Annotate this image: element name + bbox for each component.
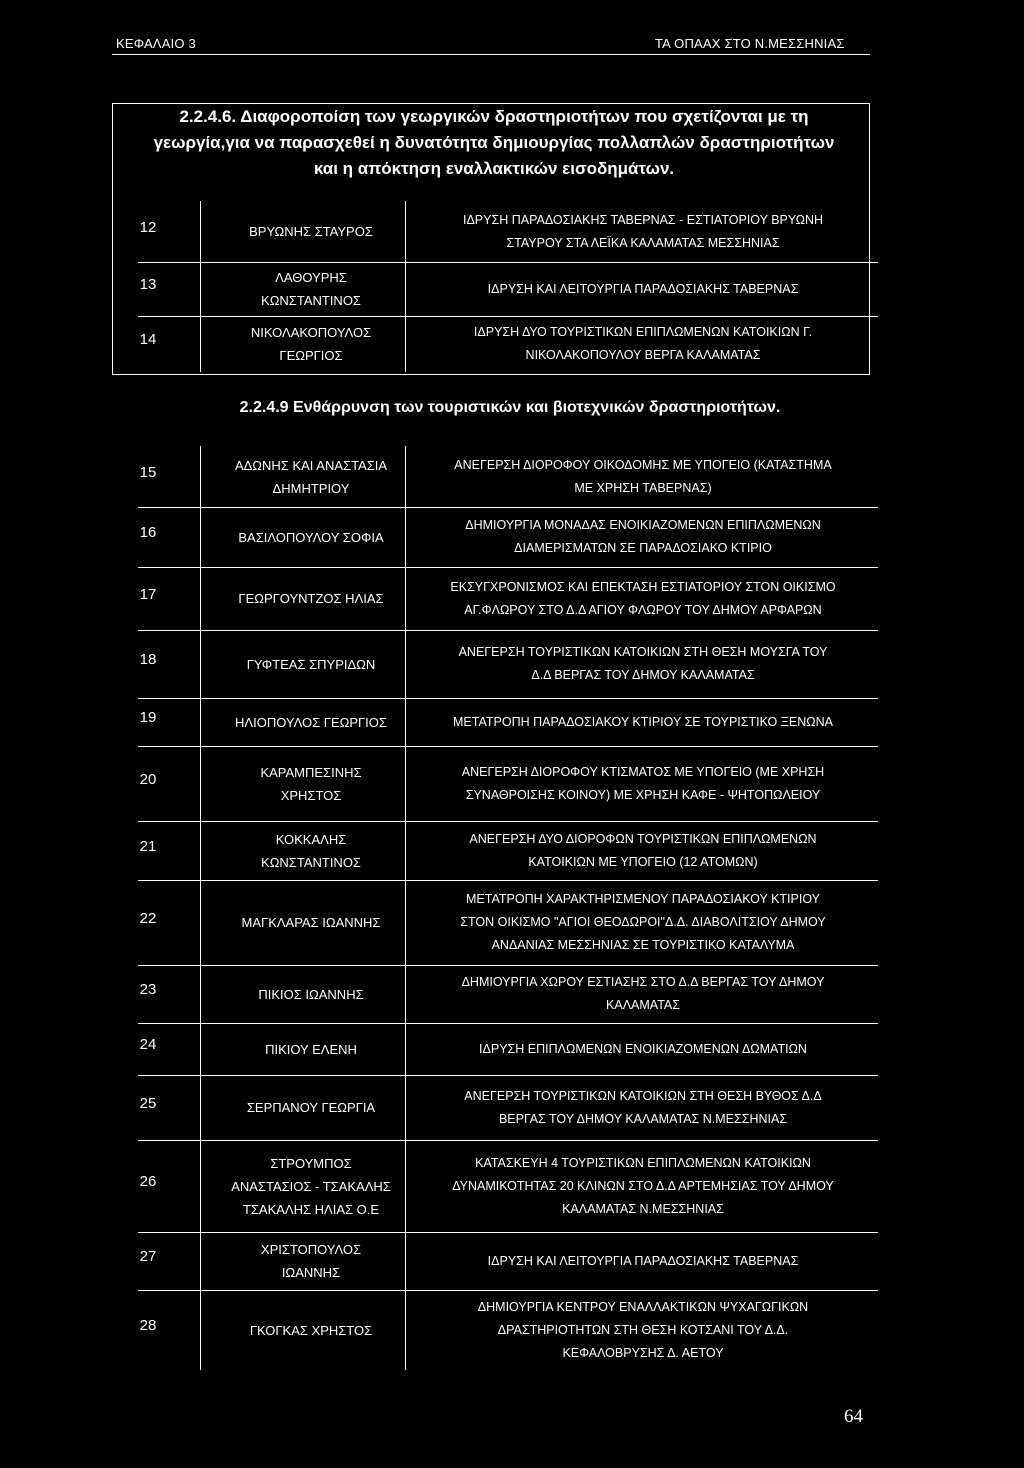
column-divider bbox=[405, 880, 406, 965]
column-divider bbox=[200, 567, 201, 630]
beneficiary-name bbox=[218, 1238, 404, 1284]
row-number: 19 bbox=[139, 709, 157, 726]
beneficiary-name-line: ΝΙΚΟΛΑΚΟΠΟΥΛΟΣ bbox=[250, 325, 372, 340]
project-description-line: ΔΗΜΙΟΥΡΓΙΑ ΜΟΝΑΔΑΣ ΕΝΟΙΚΙΑΖΟΜΕΝΩΝ ΕΠΙΠΛΩΜΕΝΩΝ bbox=[465, 518, 821, 532]
project-description bbox=[410, 576, 876, 622]
beneficiary-name-line: ΑΝΑΣΤΑΣΙΟΣ - ΤΣΑΚΑΛΗΣ bbox=[231, 1178, 391, 1194]
column-divider bbox=[405, 316, 406, 372]
project-description-line: ΚΕΦΑΛΟΒΡΥΣΗΣ Δ. ΑΕΤΟΥ bbox=[562, 1345, 724, 1360]
project-description bbox=[410, 278, 876, 301]
project-description-line: ΚΑΤΟΙΚΙΩΝ ΜΕ ΥΠΟΓΕΙΟ (12 ΑΤΟΜΩΝ) bbox=[528, 854, 758, 869]
project-description-line: ΣΤΟΝ ΟΙΚΙΣΜΟ "ΑΓΙΟΙ ΘΕΟΔΩΡΟΙ"Δ.Δ. ΔΙΑΒΟΛΙΤΣΙΟΥ ΔΗΜΟΥ bbox=[460, 915, 826, 929]
section-title-line: γεωργία,για να παρασχεθεί η δυνατότητα δημιουργίας πολλαπλών δραστηριοτήτων bbox=[153, 133, 835, 152]
column-divider bbox=[200, 507, 201, 567]
beneficiary-name-line: ΛΑΘΟΥΡΗΣ bbox=[275, 270, 347, 285]
column-divider bbox=[200, 201, 201, 262]
row-divider bbox=[138, 262, 878, 263]
row-divider bbox=[138, 567, 878, 568]
beneficiary-name-line: ΧΡΙΣΤΟΠΟΥΛΟΣ bbox=[260, 1242, 362, 1257]
row-number: 21 bbox=[139, 837, 157, 855]
beneficiary-name-line: ΣΤΡΟΥΜΠΟΣ bbox=[270, 1155, 352, 1171]
beneficiary-name bbox=[218, 711, 404, 734]
project-description bbox=[410, 828, 876, 874]
beneficiary-name-line: ΚΑΡΑΜΠΕΣΙΝΗΣ bbox=[260, 764, 362, 780]
column-divider bbox=[405, 746, 406, 821]
beneficiary-name bbox=[218, 653, 404, 676]
row-number: 12 bbox=[139, 218, 157, 236]
column-divider bbox=[405, 446, 406, 507]
row-divider bbox=[138, 630, 878, 631]
row-divider bbox=[138, 965, 878, 966]
beneficiary-name-line: ΗΛΙΟΠΟΥΛΟΣ ΓΕΩΡΓΙΟΣ bbox=[235, 714, 387, 730]
beneficiary-name bbox=[218, 1096, 404, 1119]
column-divider bbox=[405, 1232, 406, 1290]
beneficiary-name bbox=[218, 761, 404, 807]
project-description-line: ΔΙΑΜΕΡΙΣΜΑΤΩΝ ΣΕ ΠΑΡΑΔΟΣΙΑΚΟ ΚΤΙΡΙΟ bbox=[514, 541, 772, 555]
project-description bbox=[410, 1152, 876, 1221]
beneficiary-name-line: ΠΙΚΙΟΥ ΕΛΕΝΗ bbox=[265, 1041, 357, 1057]
project-description-line: ΙΔΡΥΣΗ ΠΑΡΑΔΟΣΙΑΚΗΣ ΤΑΒΕΡΝΑΣ - ΕΣΤΙΑΤΟΡΙΟΥ ΒΡΥΩΝΗ bbox=[462, 212, 824, 227]
column-divider bbox=[200, 1023, 201, 1075]
column-divider bbox=[405, 1075, 406, 1140]
column-divider bbox=[200, 880, 201, 965]
beneficiary-name bbox=[218, 526, 404, 549]
beneficiary-name bbox=[218, 828, 404, 874]
row-divider bbox=[138, 316, 878, 317]
row-number: 26 bbox=[139, 1173, 157, 1190]
project-description bbox=[410, 971, 876, 1017]
row-number: 22 bbox=[139, 909, 157, 927]
beneficiary-name-line: ΙΩΑΝΝΗΣ bbox=[281, 1265, 341, 1280]
row-number: 18 bbox=[139, 651, 157, 668]
project-description-line: Δ.Δ ΒΕΡΓΑΣ ΤΟΥ ΔΗΜΟΥ ΚΑΛΑΜΑΤΑΣ bbox=[531, 668, 755, 682]
section-title-line: και η απόκτηση εναλλακτικών εισοδημάτων. bbox=[313, 159, 675, 178]
column-divider bbox=[200, 262, 201, 316]
row-number: 25 bbox=[139, 1094, 157, 1112]
beneficiary-name-line: ΒΡΥΩΝΗΣ ΣΤΑΥΡΟΣ bbox=[249, 224, 373, 239]
project-description-line: ΔΡΑΣΤΗΡΙΟΤΗΤΩΝ ΣΤΗ ΘΕΣΗ ΚΟΤΣΑΝΙ ΤΟΥ Δ.Δ. bbox=[497, 1322, 789, 1337]
header-rule bbox=[112, 54, 870, 55]
project-description-line: ΚΑΤΑΣΚΕΥΗ 4 ΤΟΥΡΙΣΤΙΚΩΝ ΕΠΙΠΛΩΜΕΝΩΝ ΚΑΤΟΙΚΙΩΝ bbox=[475, 1155, 811, 1170]
beneficiary-name bbox=[218, 220, 404, 243]
row-divider bbox=[138, 1290, 878, 1291]
chapter-header: ΚΕΦΑΛΑΙΟ 3 bbox=[116, 36, 196, 51]
page-number: 64 bbox=[844, 1406, 863, 1427]
row-number: 20 bbox=[139, 770, 157, 788]
section-title-2-2-4-6 bbox=[118, 104, 870, 182]
project-description bbox=[410, 321, 876, 367]
column-divider bbox=[200, 630, 201, 698]
row-number: 23 bbox=[139, 981, 157, 998]
column-divider bbox=[405, 201, 406, 262]
section-title-line: 2.2.4.6. Διαφοροποίση των γεωργικών δραστηριοτήτων που σχετίζονται με τη bbox=[179, 107, 809, 126]
row-number: 17 bbox=[139, 585, 157, 603]
project-description bbox=[410, 1250, 876, 1273]
beneficiary-name-line: ΠΙΚΙΟΣ ΙΩΑΝΝΗΣ bbox=[258, 986, 364, 1002]
beneficiary-name bbox=[218, 266, 404, 312]
beneficiary-name-line: ΜΑΓΚΛΑΡΑΣ ΙΩΑΝΝΗΣ bbox=[241, 915, 381, 930]
column-divider bbox=[200, 698, 201, 746]
row-number: 13 bbox=[139, 276, 157, 293]
column-divider bbox=[405, 821, 406, 880]
column-divider bbox=[200, 1232, 201, 1290]
row-divider bbox=[138, 507, 878, 508]
beneficiary-name bbox=[218, 454, 404, 500]
column-divider bbox=[200, 316, 201, 372]
beneficiary-name-line: ΤΣΑΚΑΛΗΣ ΗΛΙΑΣ Ο.Ε bbox=[242, 1201, 380, 1217]
column-divider bbox=[405, 567, 406, 630]
row-divider bbox=[138, 1232, 878, 1233]
beneficiary-name bbox=[218, 983, 404, 1006]
project-description bbox=[410, 641, 876, 687]
beneficiary-name-line: ΓΕΩΡΓΙΟΣ bbox=[279, 348, 343, 363]
column-divider bbox=[200, 1290, 201, 1370]
beneficiary-name-line: ΓΥΦΤΕΑΣ ΣΠΥΡΙΔΩΝ bbox=[246, 656, 376, 672]
beneficiary-name-line: ΚΩΝΣΤΑΝΤΙΝΟΣ bbox=[261, 854, 361, 870]
project-description-line: ΣΤΑΥΡΟΥ ΣΤΑ ΛΕΪΚΑ ΚΑΛΑΜΑΤΑΣ ΜΕΣΣΗΝΙΑΣ bbox=[506, 235, 780, 250]
project-description-line: ΣΥΝΑΘΡΟΙΣΗΣ ΚΟΙΝΟΥ) ΜΕ ΧΡΗΣΗ ΚΑΦΕ - ΨΗΤΟΠΩΛΕΙΟΥ bbox=[465, 787, 821, 802]
project-description bbox=[410, 1296, 876, 1365]
row-divider bbox=[138, 1140, 878, 1141]
row-divider bbox=[138, 1075, 878, 1076]
row-number: 16 bbox=[139, 524, 157, 541]
project-description-line: ΑΝΕΓΕΡΣΗ ΤΟΥΡΙΣΤΙΚΩΝ ΚΑΤΟΙΚΙΩΝ ΣΤΗ ΘΕΣΗ ΒΥΘΟΣ Δ.Δ bbox=[464, 1088, 822, 1103]
project-description-line: ΕΚΣΥΓΧΡΟΝΙΣΜΟΣ ΚΑΙ ΕΠΕΚΤΑΣΗ ΕΣΤΙΑΤΟΡΙΟΥ ΣΤΟΝ ΟΙΚΙΣΜΟ bbox=[450, 579, 836, 594]
project-description-line: ΙΔΡΥΣΗ ΚΑΙ ΛΕΙΤΟΥΡΓΙΑ ΠΑΡΑΔΟΣΙΑΚΗΣ ΤΑΒΕΡΝΑΣ bbox=[487, 1253, 799, 1268]
row-number: 14 bbox=[139, 331, 157, 348]
project-description bbox=[410, 1038, 876, 1061]
project-description bbox=[410, 1085, 876, 1131]
project-description bbox=[410, 888, 876, 957]
project-description bbox=[410, 761, 876, 807]
beneficiary-name-line: ΒΑΣΙΛΟΠΟΥΛΟΥ ΣΟΦΙΑ bbox=[238, 529, 384, 545]
beneficiary-name-line: ΔΗΜΗΤΡΙΟΥ bbox=[272, 480, 350, 496]
beneficiary-name-line: ΚΩΝΣΤΑΝΤΙΝΟΣ bbox=[261, 293, 361, 308]
project-description-line: ΜΕ ΧΡΗΣΗ ΤΑΒΕΡΝΑΣ) bbox=[574, 480, 712, 495]
project-description-line: ΙΔΡΥΣΗ ΚΑΙ ΛΕΙΤΟΥΡΓΙΑ ΠΑΡΑΔΟΣΙΑΚΗΣ ΤΑΒΕΡΝΑΣ bbox=[487, 281, 799, 296]
project-description-line: ΑΝΕΓΕΡΣΗ ΔΥΟ ΔΙΟΡΟΦΩΝ ΤΟΥΡΙΣΤΙΚΩΝ ΕΠΙΠΛΩΜΕΝΩΝ bbox=[469, 831, 817, 846]
beneficiary-name bbox=[218, 321, 404, 367]
project-description-line: ΙΔΡΥΣΗ ΔΥΟ ΤΟΥΡΙΣΤΙΚΩΝ ΕΠΙΠΛΩΜΕΝΩΝ ΚΑΤΟΙΚΙΩΝ Γ. bbox=[473, 325, 813, 339]
column-divider bbox=[405, 1140, 406, 1232]
row-divider bbox=[138, 821, 878, 822]
column-divider bbox=[200, 1140, 201, 1232]
project-description-line: ΑΝΕΓΕΡΣΗ ΤΟΥΡΙΣΤΙΚΩΝ ΚΑΤΟΙΚΙΩΝ ΣΤΗ ΘΕΣΗ ΜΟΥΣΓΑ ΤΟΥ bbox=[458, 645, 828, 659]
project-description-line: ΜΕΤΑΤΡΟΠΗ ΧΑΡΑΚΤΗΡΙΣΜΕΝΟΥ ΠΑΡΑΔΟΣΙΑΚΟΥ ΚΤΙΡΙΟΥ bbox=[466, 892, 820, 906]
beneficiary-name-line: ΣΕΡΠΑΝΟΥ ΓΕΩΡΓΙΑ bbox=[246, 1100, 376, 1115]
column-divider bbox=[405, 1290, 406, 1370]
column-divider bbox=[405, 507, 406, 567]
project-description-line: ΙΔΡΥΣΗ ΕΠΙΠΛΩΜΕΝΩΝ ΕΝΟΙΚΙΑΖΟΜΕΝΩΝ ΔΩΜΑΤΙΩΝ bbox=[479, 1041, 807, 1056]
row-divider bbox=[138, 746, 878, 747]
row-number: 24 bbox=[139, 1036, 157, 1053]
beneficiary-name-line: ΚΟΚΚΑΛΗΣ bbox=[275, 831, 347, 847]
project-description bbox=[410, 514, 876, 560]
row-divider bbox=[138, 1023, 878, 1024]
beneficiary-name bbox=[218, 1038, 404, 1061]
project-description-line: ΚΑΛΑΜΑΤΑΣ Ν.ΜΕΣΣΗΝΙΑΣ bbox=[562, 1201, 724, 1216]
row-number: 15 bbox=[139, 463, 157, 481]
beneficiary-name-line: ΓΕΩΡΓΟΥΝΤΖΟΣ ΗΛΙΑΣ bbox=[238, 591, 384, 606]
column-divider bbox=[405, 262, 406, 316]
beneficiary-name-line: ΧΡΗΣΤΟΣ bbox=[280, 787, 342, 803]
project-description-line: ΝΙΚΟΛΑΚΟΠΟΥΛΟΥ ΒΕΡΓΑ ΚΑΛΑΜΑΤΑΣ bbox=[525, 348, 761, 362]
beneficiary-name bbox=[218, 1152, 404, 1221]
column-divider bbox=[405, 965, 406, 1023]
project-description-line: ΑΝΔΑΝΙΑΣ ΜΕΣΣΗΝΙΑΣ ΣΕ ΤΟΥΡΙΣΤΙΚΟ ΚΑΤΑΛΥΜΑ bbox=[491, 938, 795, 952]
project-description-line: ΔΗΜΙΟΥΡΓΙΑ ΚΕΝΤΡΟΥ ΕΝΑΛΛΑΚΤΙΚΩΝ ΨΥΧΑΓΩΓΙΚΩΝ bbox=[477, 1299, 809, 1314]
project-description bbox=[410, 454, 876, 500]
column-divider bbox=[405, 1023, 406, 1075]
column-divider bbox=[405, 630, 406, 698]
row-number: 28 bbox=[139, 1317, 157, 1334]
beneficiary-name-line: ΓΚΟΓΚΑΣ ΧΡΗΣΤΟΣ bbox=[249, 1322, 373, 1338]
project-description-line: ΔΥΝΑΜΙΚΟΤΗΤΑΣ 20 ΚΛΙΝΩΝ ΣΤΟ Δ.Δ ΑΡΤΕΜΗΣΙΑΣ ΤΟΥ ΔΗΜΟΥ bbox=[452, 1178, 834, 1193]
beneficiary-name bbox=[218, 587, 404, 610]
column-divider bbox=[200, 1075, 201, 1140]
project-description bbox=[410, 209, 876, 255]
project-description-line: ΑΝΕΓΕΡΣΗ ΔΙΟΡΟΦΟΥ ΟΙΚΟΔΟΜΗΣ ΜΕ ΥΠΟΓΕΙΟ (ΚΑΤΑΣΤΗΜΑ bbox=[454, 457, 832, 472]
column-divider bbox=[200, 446, 201, 507]
row-divider bbox=[138, 880, 878, 881]
row-divider bbox=[138, 698, 878, 699]
program-header: ΤΑ ΟΠΑΑΧ ΣΤΟ Ν.ΜΕΣΣΗΝΙΑΣ bbox=[655, 36, 845, 51]
column-divider bbox=[200, 746, 201, 821]
section-title-2-2-4-9: 2.2.4.9 Ενθάρρυνση των τουριστικών και βιοτεχνικών δραστηριοτήτων. bbox=[239, 399, 781, 416]
project-description-line: ΑΝΕΓΕΡΣΗ ΔΙΟΡΟΦΟΥ ΚΤΙΣΜΑΤΟΣ ΜΕ ΥΠΟΓΕΙΟ (ΜΕ ΧΡΗΣΗ bbox=[461, 764, 825, 779]
column-divider bbox=[200, 965, 201, 1023]
project-description-line: ΒΕΡΓΑΣ ΤΟΥ ΔΗΜΟΥ ΚΑΛΑΜΑΤΑΣ Ν.ΜΕΣΣΗΝΙΑΣ bbox=[498, 1111, 788, 1126]
row-number: 27 bbox=[139, 1248, 157, 1265]
beneficiary-name bbox=[218, 911, 404, 934]
column-divider bbox=[405, 698, 406, 746]
project-description-line: ΑΓ.ΦΛΩΡΟΥ ΣΤΟ Δ.Δ ΑΓΙΟΥ ΦΛΩΡΟΥ ΤΟΥ ΔΗΜΟΥ ΑΡΦΑΡΩΝ bbox=[464, 602, 822, 617]
project-description-line: ΚΑΛΑΜΑΤΑΣ bbox=[606, 998, 680, 1012]
column-divider bbox=[200, 821, 201, 880]
project-description-line: ΔΗΜΙΟΥΡΓΙΑ ΧΩΡΟΥ ΕΣΤΙΑΣΗΣ ΣΤΟ Δ.Δ ΒΕΡΓΑΣ ΤΟΥ ΔΗΜΟΥ bbox=[461, 975, 825, 989]
project-description bbox=[410, 711, 876, 734]
beneficiary-name-line: ΑΔΩΝΗΣ ΚΑΙ ΑΝΑΣΤΑΣΙΑ bbox=[234, 457, 388, 473]
beneficiary-name bbox=[218, 1319, 404, 1342]
project-description-line: ΜΕΤΑΤΡΟΠΗ ΠΑΡΑΔΟΣΙΑΚΟΥ ΚΤΙΡΙΟΥ ΣΕ ΤΟΥΡΙΣΤΙΚΟ ΞΕΝΩΝΑ bbox=[453, 714, 833, 729]
